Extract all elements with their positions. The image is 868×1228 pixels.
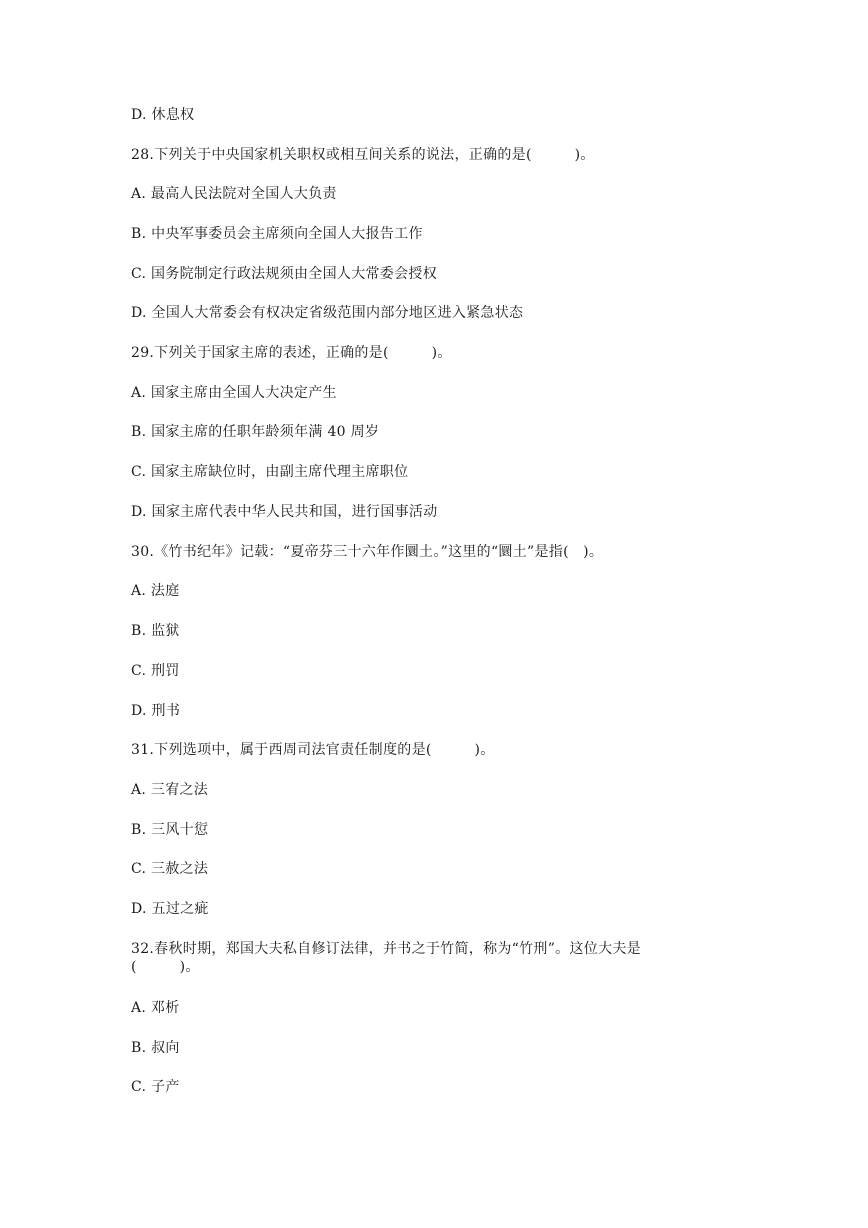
option-31-d: D. 五过之疵 <box>131 901 209 917</box>
option-30-c: C. 刑罚 <box>131 663 180 679</box>
option-28-b: B. 中央军事委员会主席须向全国人大报告工作 <box>131 226 423 242</box>
option-32-b: B. 叔向 <box>131 1040 180 1056</box>
option-27-d: D. 休息权 <box>131 107 195 123</box>
option-32-a: A. 邓析 <box>131 1000 180 1016</box>
option-31-a: A. 三宥之法 <box>131 782 209 798</box>
option-29-d: D. 国家主席代表中华人民共和国，进行国事活动 <box>131 504 438 520</box>
option-31-c: C. 三赦之法 <box>131 861 209 877</box>
question-32: 32.春秋时期，郑国大夫私自修订法律，并书之于竹简，称为“竹刑”。这位大夫是( )。 <box>131 941 641 975</box>
option-28-c: C. 国务院制定行政法规须由全国人大常委会授权 <box>131 266 438 282</box>
option-32-c: C. 子产 <box>131 1079 180 1095</box>
option-28-d: D. 全国人大常委会有权决定省级范围内部分地区进入紧急状态 <box>131 305 524 321</box>
option-30-d: D. 刑书 <box>131 703 181 719</box>
question-30: 30.《竹书纪年》记载：“夏帝芬三十六年作圜土。”这里的“圜土”是指( )。 <box>131 544 604 560</box>
option-30-b: B. 监狱 <box>131 623 180 639</box>
option-28-a: A. 最高人民法院对全国人大负责 <box>131 186 337 202</box>
option-31-b: B. 三风十愆 <box>131 822 209 838</box>
option-29-b: B. 国家主席的任职年龄须年满 40 周岁 <box>131 424 380 440</box>
option-29-a: A. 国家主席由全国人大决定产生 <box>131 385 337 401</box>
question-29: 29.下列关于国家主席的表述，正确的是( )。 <box>131 345 452 361</box>
question-28: 28.下列关于中央国家机关职权或相互间关系的说法，正确的是( )。 <box>131 147 595 163</box>
option-30-a: A. 法庭 <box>131 583 180 599</box>
question-31: 31.下列选项中，属于西周司法官责任制度的是( )。 <box>131 742 495 758</box>
option-29-c: C. 国家主席缺位时，由副主席代理主席职位 <box>131 464 409 480</box>
